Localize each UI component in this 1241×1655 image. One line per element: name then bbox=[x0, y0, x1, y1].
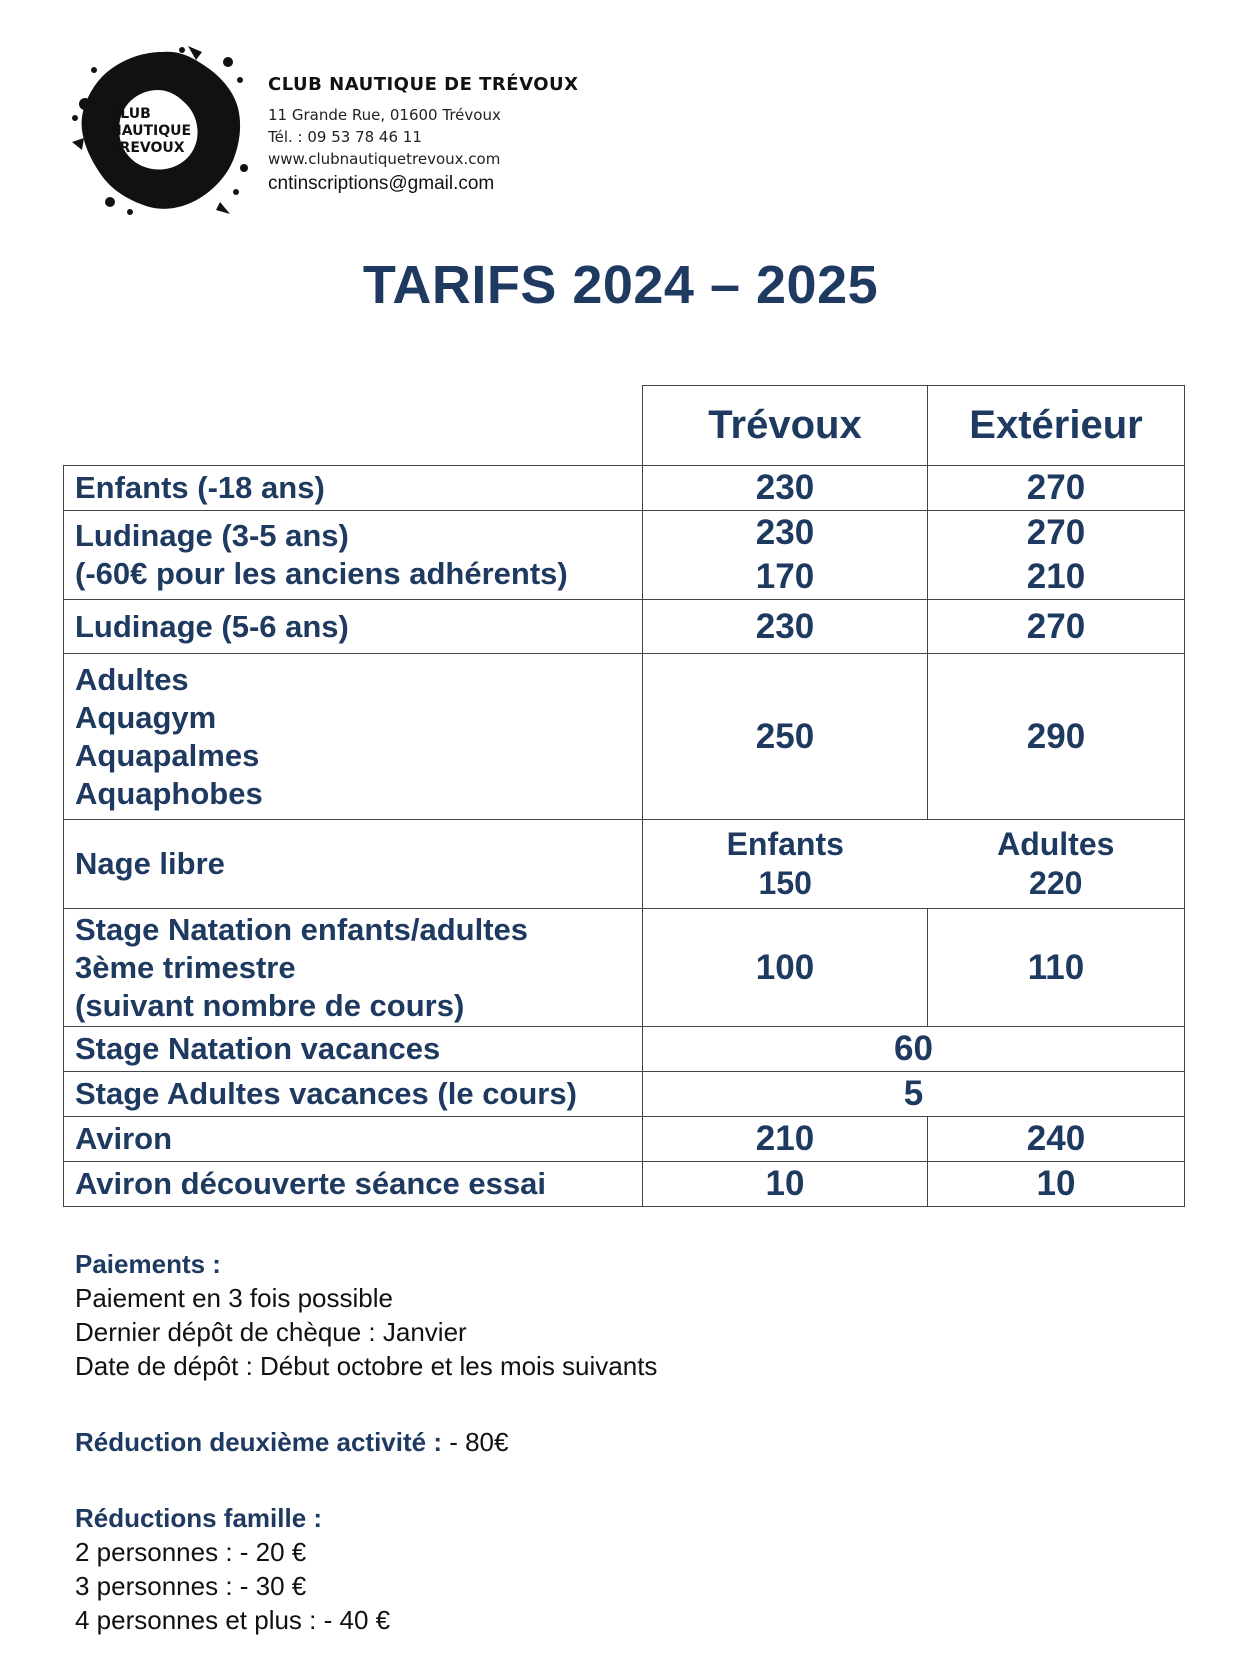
table-row bbox=[64, 1117, 1185, 1162]
second-activity-discount: Réduction deuxième activité : - 80€ bbox=[75, 1427, 509, 1457]
column-header-exterieur: Extérieur bbox=[928, 386, 1185, 466]
address: 11 Grande Rue, 01600 Trévoux bbox=[268, 106, 501, 124]
table-row bbox=[64, 511, 1185, 600]
family-line: 3 personnes : - 30 € bbox=[75, 1571, 307, 1601]
club-name: CLUB NAUTIQUE DE TRÉVOUX bbox=[268, 74, 579, 95]
email-link[interactable]: cntinscriptions@gmail.com bbox=[268, 173, 495, 194]
price-trevoux: 230 bbox=[643, 600, 928, 654]
row-label: Aviron bbox=[64, 1117, 643, 1162]
website-link[interactable]: www.clubnautiquetrevoux.com bbox=[268, 150, 501, 168]
payment-line: Date de dépôt : Début octobre et les mois suivants bbox=[75, 1351, 658, 1381]
row-label: Aviron découverte séance essai bbox=[64, 1162, 643, 1207]
family-heading: Réductions famille : bbox=[75, 1503, 323, 1533]
price-exterieur: 10 bbox=[928, 1162, 1185, 1207]
price-exterieur: 240 bbox=[928, 1117, 1185, 1162]
notes bbox=[75, 1247, 657, 1637]
family-line: 2 personnes : - 20 € bbox=[75, 1537, 307, 1567]
club-logo bbox=[70, 46, 248, 216]
price-exterieur: 270 210 bbox=[928, 511, 1185, 600]
price-trevoux: 230 170 bbox=[643, 511, 928, 600]
page-title: TARIFS 2024 – 2025 bbox=[362, 255, 879, 315]
row-label: Ludinage (3-5 ans) (-60€ pour les anciens adhérents) bbox=[64, 511, 643, 600]
table-row bbox=[64, 466, 1185, 511]
row-label: Stage Natation vacances bbox=[64, 1027, 643, 1072]
price-exterieur: 270 bbox=[928, 466, 1185, 511]
row-label: Adultes Aquagym Aquapalmes Aquaphobes bbox=[64, 654, 643, 820]
tariff-table bbox=[63, 385, 1185, 1207]
row-label: Ludinage (5-6 ans) bbox=[64, 600, 643, 654]
payment-line: Dernier dépôt de chèque : Janvier bbox=[75, 1317, 467, 1347]
price-trevoux: 250 bbox=[643, 654, 928, 820]
table-row bbox=[64, 600, 1185, 654]
price-exterieur: 290 bbox=[928, 654, 1185, 820]
table-row bbox=[64, 1162, 1185, 1207]
table-row bbox=[64, 1072, 1185, 1117]
price-trevoux: 10 bbox=[643, 1162, 928, 1207]
phone: Tél. : 09 53 78 46 11 bbox=[268, 128, 422, 146]
price-adultes: Adultes 220 bbox=[928, 820, 1185, 909]
price-trevoux: 210 bbox=[643, 1117, 928, 1162]
price-trevoux: 230 bbox=[643, 466, 928, 511]
empty-cell bbox=[64, 386, 643, 466]
row-label: Nage libre bbox=[64, 820, 643, 909]
price-merged: 60 bbox=[643, 1027, 1185, 1072]
price-trevoux: 100 bbox=[643, 909, 928, 1027]
row-label: Stage Natation enfants/adultes 3ème trimestre (suivant nombre de cours) bbox=[64, 909, 643, 1027]
payment-line: Paiement en 3 fois possible bbox=[75, 1283, 393, 1313]
table-row bbox=[64, 1027, 1185, 1072]
payments-heading: Paiements : bbox=[75, 1249, 221, 1279]
header bbox=[70, 46, 670, 216]
column-header-trevoux: Trévoux bbox=[643, 386, 928, 466]
row-label: Stage Adultes vacances (le cours) bbox=[64, 1072, 643, 1117]
row-label: Enfants (-18 ans) bbox=[64, 466, 643, 511]
table-header-row bbox=[64, 386, 1185, 466]
price-merged: 5 bbox=[643, 1072, 1185, 1117]
table-row bbox=[64, 820, 1185, 909]
table-row bbox=[64, 909, 1185, 1027]
family-line: 4 personnes et plus : - 40 € bbox=[75, 1605, 391, 1635]
table-row bbox=[64, 654, 1185, 820]
price-enfants: Enfants 150 bbox=[643, 820, 928, 909]
logo-text: CLUB NAUTIQUE TREVOUX bbox=[110, 106, 192, 156]
price-exterieur: 270 bbox=[928, 600, 1185, 654]
contact-block bbox=[268, 74, 579, 195]
price-exterieur: 110 bbox=[928, 909, 1185, 1027]
